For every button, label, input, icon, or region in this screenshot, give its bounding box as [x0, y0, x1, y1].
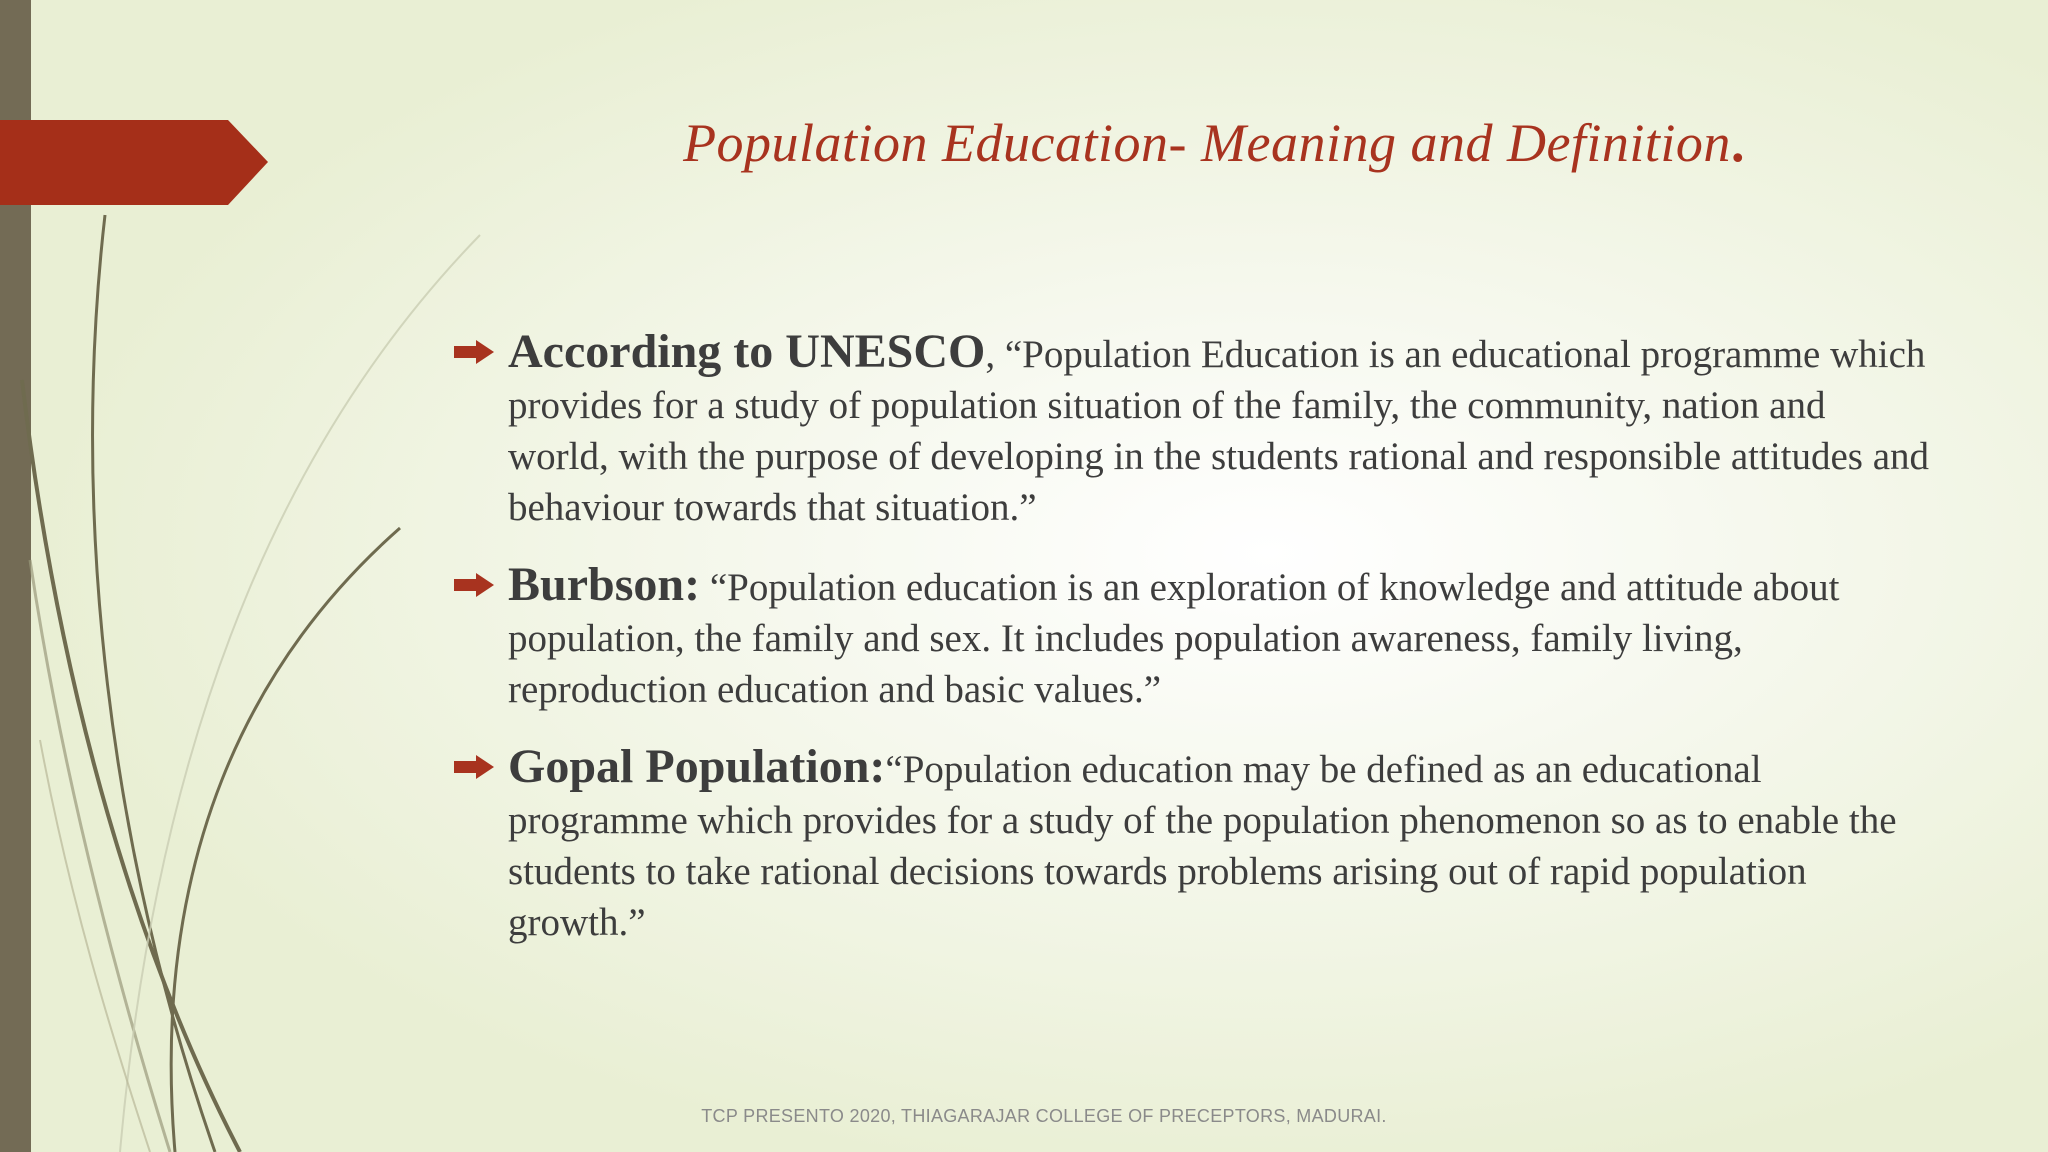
bullet-item-unesco	[450, 326, 1930, 533]
bullet-item-gopal	[450, 741, 1930, 948]
bullet-term: According to UNESCO	[508, 325, 986, 378]
bullet-list	[450, 326, 1930, 974]
arrow-right-icon	[454, 755, 494, 779]
title-accent-tab	[0, 120, 268, 205]
arrow-right-icon	[454, 340, 494, 364]
footer-text: TCP PRESENTO 2020, THIAGARAJAR COLLEGE OF PRECEPTORS, MADURAI.	[701, 1106, 1387, 1126]
bullet-term: Gopal Population:	[508, 740, 886, 793]
slide-title	[600, 112, 1828, 174]
bullet-text: , “Population Education is an educational programme which provides for a study of population situation of the family, the community, nation and world, with the purpose of developing in the students rational and responsible attitudes and behaviour towards that situation.”	[508, 333, 1930, 529]
bullet-term: Burbson:	[508, 558, 701, 611]
title-text: Population Education- Meaning and Definition	[683, 113, 1731, 173]
arrow-right-icon	[454, 573, 494, 597]
bullet-text: “Population education is an exploration of knowledge and attitude about population, the family and sex. It includes population awareness, family living, reproduction education and basic values.”	[508, 566, 1840, 711]
bullet-item-burbson	[450, 559, 1930, 715]
bullet-text: “Population education may be defined as an educational programme which provides for a study of the population phenomenon so as to enable the students to take rational decisions towards problems arising out of rapid population growth.”	[508, 748, 1897, 944]
title-period: .	[1730, 113, 1745, 173]
